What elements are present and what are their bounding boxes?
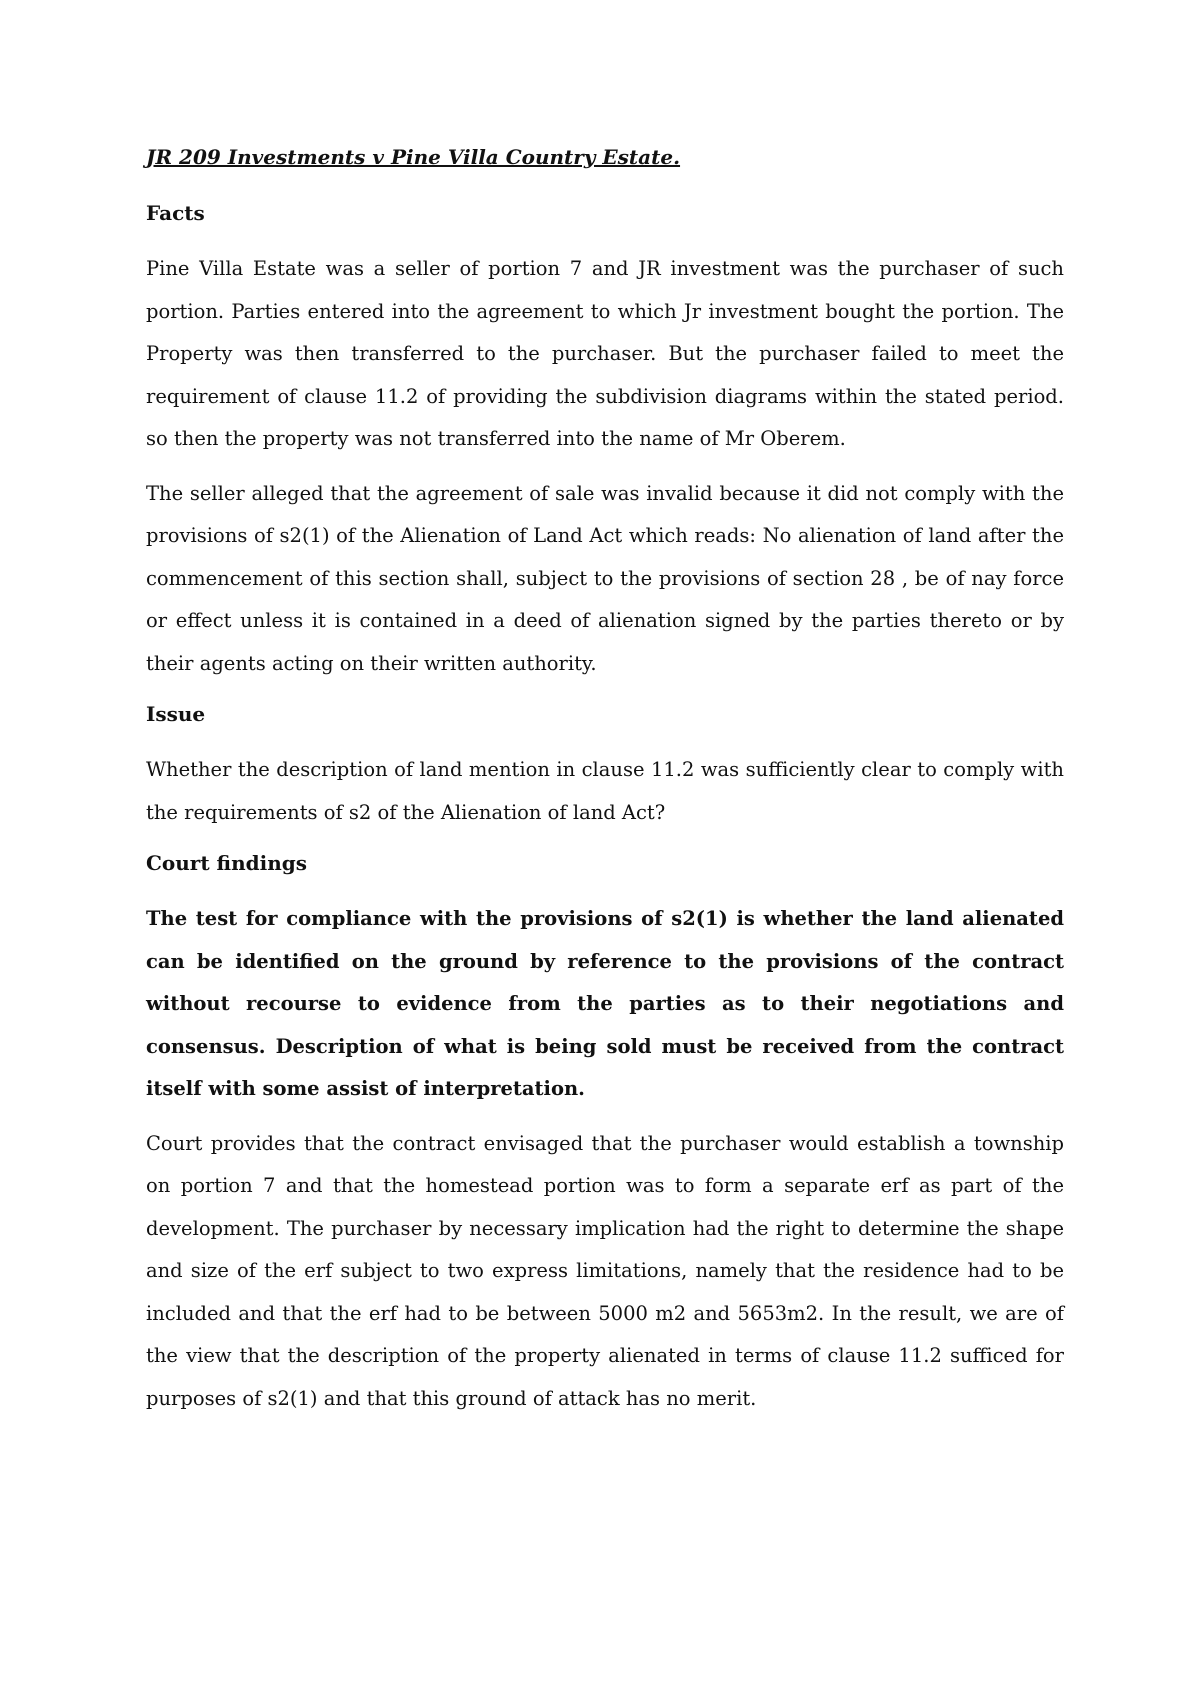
facts-heading: Facts: [146, 201, 205, 225]
court-test-paragraph: The test for compliance with the provisions of s2(1) is whether the land alienated can be identified on the ground by reference to the provisions of the contract without recourse to evidence from the parties as to their negotiations and consensus. Description of what is being sold must be received from the contract itself with some assist of interpretation.: [146, 907, 1064, 1100]
document-page: [146, 140, 1064, 1432]
issue-heading: Issue: [146, 702, 206, 726]
court-findings-heading: Court findings: [146, 851, 307, 875]
facts-paragraph-2: The seller alleged that the agreement of sale was invalid because it did not comply with the provisions of s2(1) of the Alienation of Land Act which reads: No alienation of land after the commencement of this section shall, subject to the provisions of section 28 , be of nay force or effect unless it is contained in a deed of alienation signed by the parties thereto or by their agents acting on their written authority.: [146, 481, 1064, 675]
facts-paragraph-1: Pine Villa Estate was a seller of portion 7 and JR investment was the purchaser of such portion. Parties entered into the agreement to which Jr investment bought the portion. The Property was then transferred to the purchaser. But the purchaser failed to meet the requirement of clause 11.2 of providing the subdivision diagrams within the stated period. so then the property was not transferred into the name of Mr Oberem.: [146, 257, 1064, 450]
court-reasoning-paragraph: Court provides that the contract envisaged that the purchaser would establish a township on portion 7 and that the homestead portion was to form a separate erf as part of the development. The purchaser by necessary implication had the right to determine the shape and size of the erf subject to two express limitations, namely that the residence had to be included and that the erf had to be between 5000 m2 and 5653m2. In the result, we are of the view that the description of the property alienated in terms of clause 11.2 sufficed for purposes of s2(1) and that this ground of attack has no merit.: [146, 1131, 1064, 1410]
issue-paragraph: Whether the description of land mention in clause 11.2 was sufficiently clear to comply with the requirements of s2 of the Alienation of land Act?: [146, 758, 1064, 824]
case-title: JR 209 Investments v Pine Villa Country Estate.: [146, 145, 681, 169]
